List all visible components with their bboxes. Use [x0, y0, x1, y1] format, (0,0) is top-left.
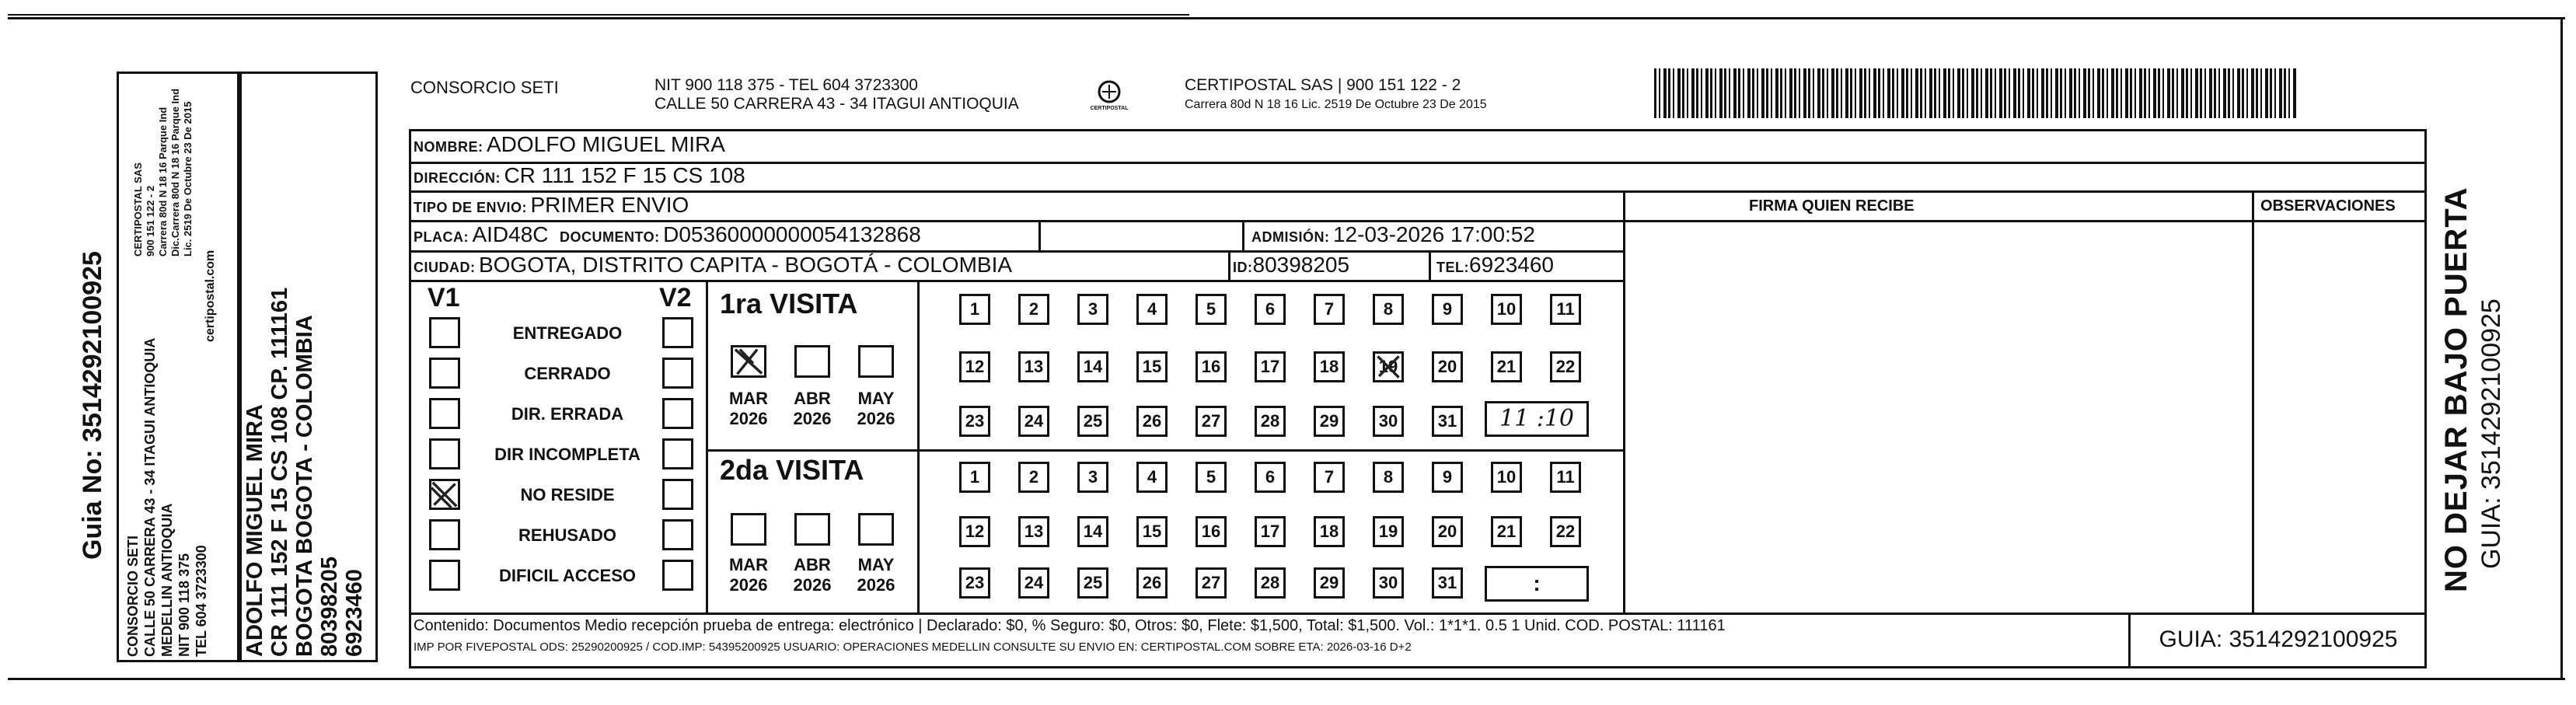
- first-day-5[interactable]: 5: [1196, 294, 1227, 325]
- first-day-16[interactable]: 16: [1196, 351, 1227, 382]
- second-day-2[interactable]: 2: [1018, 462, 1049, 493]
- second-day-3[interactable]: 3: [1077, 462, 1108, 493]
- first-day-8[interactable]: 8: [1373, 294, 1404, 325]
- v2-checkbox-entregado[interactable]: [662, 317, 693, 348]
- first-day-1[interactable]: 1: [959, 294, 990, 325]
- second-day-23[interactable]: 23: [959, 567, 990, 599]
- second-day-21[interactable]: 21: [1491, 516, 1522, 547]
- certi-web: certipostal.com: [204, 250, 217, 342]
- direccion-value: CR 111 152 F 15 CS 108: [504, 163, 745, 187]
- second-day-6[interactable]: 6: [1255, 462, 1286, 493]
- second-day-31[interactable]: 31: [1432, 567, 1463, 599]
- reason-dificil-acceso: DIFICIL ACCESO: [498, 566, 636, 585]
- first-day-24[interactable]: 24: [1018, 406, 1049, 437]
- documento-row: DOCUMENTO: D05360000000054132868: [560, 222, 921, 246]
- first-month-abr[interactable]: [794, 345, 830, 378]
- first-day-26[interactable]: 26: [1136, 406, 1168, 437]
- ciudad-value: BOGOTA, DISTRITO CAPITA - BOGOTÁ - COLOMBIA: [478, 253, 1013, 277]
- placa-row: PLACA: AID48C: [414, 222, 549, 246]
- check-mark-icon: [1375, 354, 1401, 380]
- second-day-4[interactable]: 4: [1136, 462, 1168, 493]
- reason-entregado: ENTREGADO: [512, 323, 623, 343]
- first-day-17[interactable]: 17: [1255, 351, 1286, 382]
- certipostal-logo: CERTIPOSTAL: [1087, 76, 1132, 117]
- v1-checkbox-dir-errada[interactable]: [429, 398, 460, 429]
- second-day-28[interactable]: 28: [1255, 567, 1286, 599]
- second-day-20[interactable]: 20: [1432, 516, 1463, 547]
- direccion-row: DIRECCIÓN: CR 111 152 F 15 CS 108: [414, 163, 745, 187]
- v2-checkbox-dir-errada[interactable]: [662, 398, 693, 429]
- v2-checkbox-dir-incompleta[interactable]: [662, 438, 693, 469]
- v2-label: V2: [659, 283, 692, 312]
- second-day-30[interactable]: 30: [1373, 567, 1404, 599]
- first-day-13[interactable]: 13: [1018, 351, 1049, 382]
- v1-checkbox-entregado[interactable]: [429, 317, 460, 348]
- contenido-text: Contenido: Documentos Medio recepción prueba de entrega: electrónico | Declarado: $0, % Seguro: $0, Otros: $0, Flete: $1,500, Total: $1,500. Vol.: 1*1*1. 0.5 1 Unid. COD. POSTAL: 111161: [414, 617, 1726, 634]
- v1-checkbox-dificil-acceso[interactable]: [429, 560, 460, 591]
- first-day-28[interactable]: 28: [1255, 406, 1286, 437]
- second-visit-title: 2da VISITA: [720, 454, 864, 486]
- nombre-row: NOMBRE: ADOLFO MIGUEL MIRA: [414, 132, 725, 156]
- tel-value: 6923460: [1469, 253, 1555, 277]
- second-month-mar-label: MAR 2026: [728, 555, 769, 595]
- first-day-20[interactable]: 20: [1432, 351, 1463, 382]
- second-day-13[interactable]: 13: [1018, 516, 1049, 547]
- top-border: [8, 17, 2565, 19]
- certi-line2: Carrera 80d N 18 16 Lic. 2519 De Octubre 23 De 2015: [1185, 98, 1487, 111]
- v1-checkbox-rehusado[interactable]: [429, 519, 460, 550]
- recipient-block: ADOLFO MIGUEL MIRA CR 111 152 F 15 CS 108 CP. 111161 BOGOTA BOGOTA - COLOMBIA 80398205 6923460: [243, 287, 367, 657]
- first-day-30[interactable]: 30: [1373, 406, 1404, 437]
- second-day-9[interactable]: 9: [1432, 462, 1463, 493]
- first-day-12[interactable]: 12: [959, 351, 990, 382]
- firma-label: FIRMA QUIEN RECIBE: [1749, 197, 1915, 215]
- reason-dir-incompleta: DIR INCOMPLETA: [494, 445, 641, 464]
- first-day-29[interactable]: 29: [1314, 406, 1345, 437]
- barcode: [1654, 68, 2298, 118]
- second-day-24[interactable]: 24: [1018, 567, 1049, 599]
- reason-dir-errada: DIR. ERRADA: [511, 404, 624, 424]
- first-month-abr-label: ABR 2026: [793, 389, 832, 428]
- v2-checkbox-cerrado[interactable]: [662, 358, 693, 389]
- second-day-22[interactable]: 22: [1550, 516, 1581, 547]
- tipo-row: TIPO DE ENVIO: PRIMER ENVIO: [414, 193, 689, 217]
- first-day-21[interactable]: 21: [1491, 351, 1522, 382]
- first-day-19[interactable]: 19: [1373, 351, 1404, 382]
- second-month-may-label: MAY 2026: [857, 555, 895, 595]
- second-day-5[interactable]: 5: [1196, 462, 1227, 493]
- v2-checkbox-dificil-acceso[interactable]: [662, 560, 693, 591]
- second-day-7[interactable]: 7: [1314, 462, 1345, 493]
- second-day-8[interactable]: 8: [1373, 462, 1404, 493]
- first-day-25[interactable]: 25: [1077, 406, 1108, 437]
- observaciones-label: OBSERVACIONES: [2260, 197, 2396, 215]
- first-day-15[interactable]: 15: [1136, 351, 1168, 382]
- second-day-25[interactable]: 25: [1077, 567, 1108, 599]
- first-day-9[interactable]: 9: [1432, 294, 1463, 325]
- v1-checkbox-no-reside[interactable]: [429, 479, 460, 510]
- id-row: ID:80398205: [1233, 253, 1350, 277]
- company-nit: NIT 900 118 375 - TEL 604 3723300: [654, 76, 918, 94]
- company-address: CALLE 50 CARRERA 43 - 34 ITAGUI ANTIOQUIA: [654, 95, 1019, 113]
- sender-block: CONSORCIO SETI CALLE 50 CARRERA 43 - 34 ITAGUI ANTIOQUIA MEDELLIN ANTIOQUIA NIT 900 118 375 TEL 604 3723300: [125, 337, 209, 657]
- reason-rehusado: REHUSADO: [518, 525, 616, 545]
- first-day-2[interactable]: 2: [1018, 294, 1049, 325]
- second-day-1[interactable]: 1: [959, 462, 990, 493]
- v2-checkbox-rehusado[interactable]: [662, 519, 693, 550]
- second-month-abr-label: ABR 2026: [793, 555, 832, 595]
- right-guia: GUIA: 3514292100925: [2477, 298, 2506, 569]
- form-table: [409, 129, 2427, 668]
- first-month-mar[interactable]: [731, 345, 766, 378]
- first-month-may[interactable]: [858, 345, 894, 378]
- reason-no-reside: NO RESIDE: [520, 485, 615, 504]
- side-guide-number: Guia No: 3514292100925: [78, 251, 107, 560]
- check-mark-icon: [431, 481, 458, 508]
- ciudad-row: CIUDAD: BOGOTA, DISTRITO CAPITA - BOGOTÁ - COLOMBIA: [414, 253, 1013, 277]
- first-day-18[interactable]: 18: [1314, 351, 1345, 382]
- second-month-mar[interactable]: [731, 513, 766, 546]
- second-month-may[interactable]: [858, 513, 894, 546]
- first-day-3[interactable]: 3: [1077, 294, 1108, 325]
- reason-cerrado: CERRADO: [524, 364, 611, 383]
- first-day-22[interactable]: 22: [1550, 351, 1581, 382]
- first-day-6[interactable]: 6: [1255, 294, 1286, 325]
- second-day-27[interactable]: 27: [1196, 567, 1227, 599]
- first-day-11[interactable]: 11: [1550, 294, 1581, 325]
- tipo-value: PRIMER ENVIO: [530, 193, 689, 217]
- second-day-19[interactable]: 19: [1373, 516, 1404, 547]
- second-day-18[interactable]: 18: [1314, 516, 1345, 547]
- v1-checkbox-dir-incompleta[interactable]: [429, 438, 460, 469]
- bottom-border: [8, 678, 2565, 680]
- v1-label: V1: [428, 283, 460, 312]
- imp-text: IMP POR FIVEPOSTAL ODS: 25290200925 / COD.IMP: 54395200925 USUARIO: OPERACIONES MEDELLIN CONSULTE SU ENVIO EN: CERTIPOSTAL.COM SOBRE ETA: 2026-03-16 D+2: [414, 640, 1412, 654]
- check-mark-icon: [733, 347, 764, 375]
- first-month-may-label: MAY 2026: [857, 389, 895, 428]
- certi-line1: CERTIPOSTAL SAS | 900 151 122 - 2: [1185, 76, 1461, 94]
- admision-value: 12-03-2026 17:00:52: [1332, 222, 1535, 246]
- placa-value: AID48C: [472, 222, 549, 246]
- second-day-11[interactable]: 11: [1550, 462, 1581, 493]
- first-day-14[interactable]: 14: [1077, 351, 1108, 382]
- footer-guia: GUIA: 3514292100925: [2159, 626, 2398, 652]
- first-month-mar-label: MAR 2026: [728, 389, 769, 428]
- second-day-29[interactable]: 29: [1314, 567, 1345, 599]
- second-day-12[interactable]: 12: [959, 516, 990, 547]
- second-day-17[interactable]: 17: [1255, 516, 1286, 547]
- admision-row: ADMISIÓN: 12-03-2026 17:00:52: [1251, 222, 1535, 246]
- second-day-16[interactable]: 16: [1196, 516, 1227, 547]
- v2-checkbox-no-reside[interactable]: [662, 479, 693, 510]
- first-day-4[interactable]: 4: [1136, 294, 1168, 325]
- second-visit-time[interactable]: :: [1485, 566, 1589, 602]
- nombre-value: ADOLFO MIGUEL MIRA: [486, 132, 725, 156]
- no-dejar-bajo-puerta: NO DEJAR BAJO PUERTA: [2439, 187, 2473, 592]
- first-day-31[interactable]: 31: [1432, 406, 1463, 437]
- first-day-23[interactable]: 23: [959, 406, 990, 437]
- v1-checkbox-cerrado[interactable]: [429, 358, 460, 389]
- certi-block: CERTIPOSTAL SAS 900 151 122 - 2 Carrera 80d N 18 16 Parque Ind Dic.Carrera 80d N 18 16 Parque Ind Lic. 2519 De Octubre 23 De 2015: [132, 88, 194, 257]
- second-day-15[interactable]: 15: [1136, 516, 1168, 547]
- first-day-10[interactable]: 10: [1491, 294, 1522, 325]
- first-visit-time[interactable]: 11 :10: [1485, 401, 1589, 437]
- second-month-abr[interactable]: [794, 513, 830, 546]
- documento-value: D05360000000054132868: [663, 222, 921, 246]
- second-day-14[interactable]: 14: [1077, 516, 1108, 547]
- id-value: 80398205: [1252, 253, 1350, 277]
- first-day-27[interactable]: 27: [1196, 406, 1227, 437]
- first-day-7[interactable]: 7: [1314, 294, 1345, 325]
- first-visit-title: 1ra VISITA: [720, 288, 858, 319]
- second-day-10[interactable]: 10: [1491, 462, 1522, 493]
- company-name: CONSORCIO SETI: [410, 78, 559, 97]
- tel-row: TEL:6923460: [1436, 253, 1555, 277]
- second-day-26[interactable]: 26: [1136, 567, 1168, 599]
